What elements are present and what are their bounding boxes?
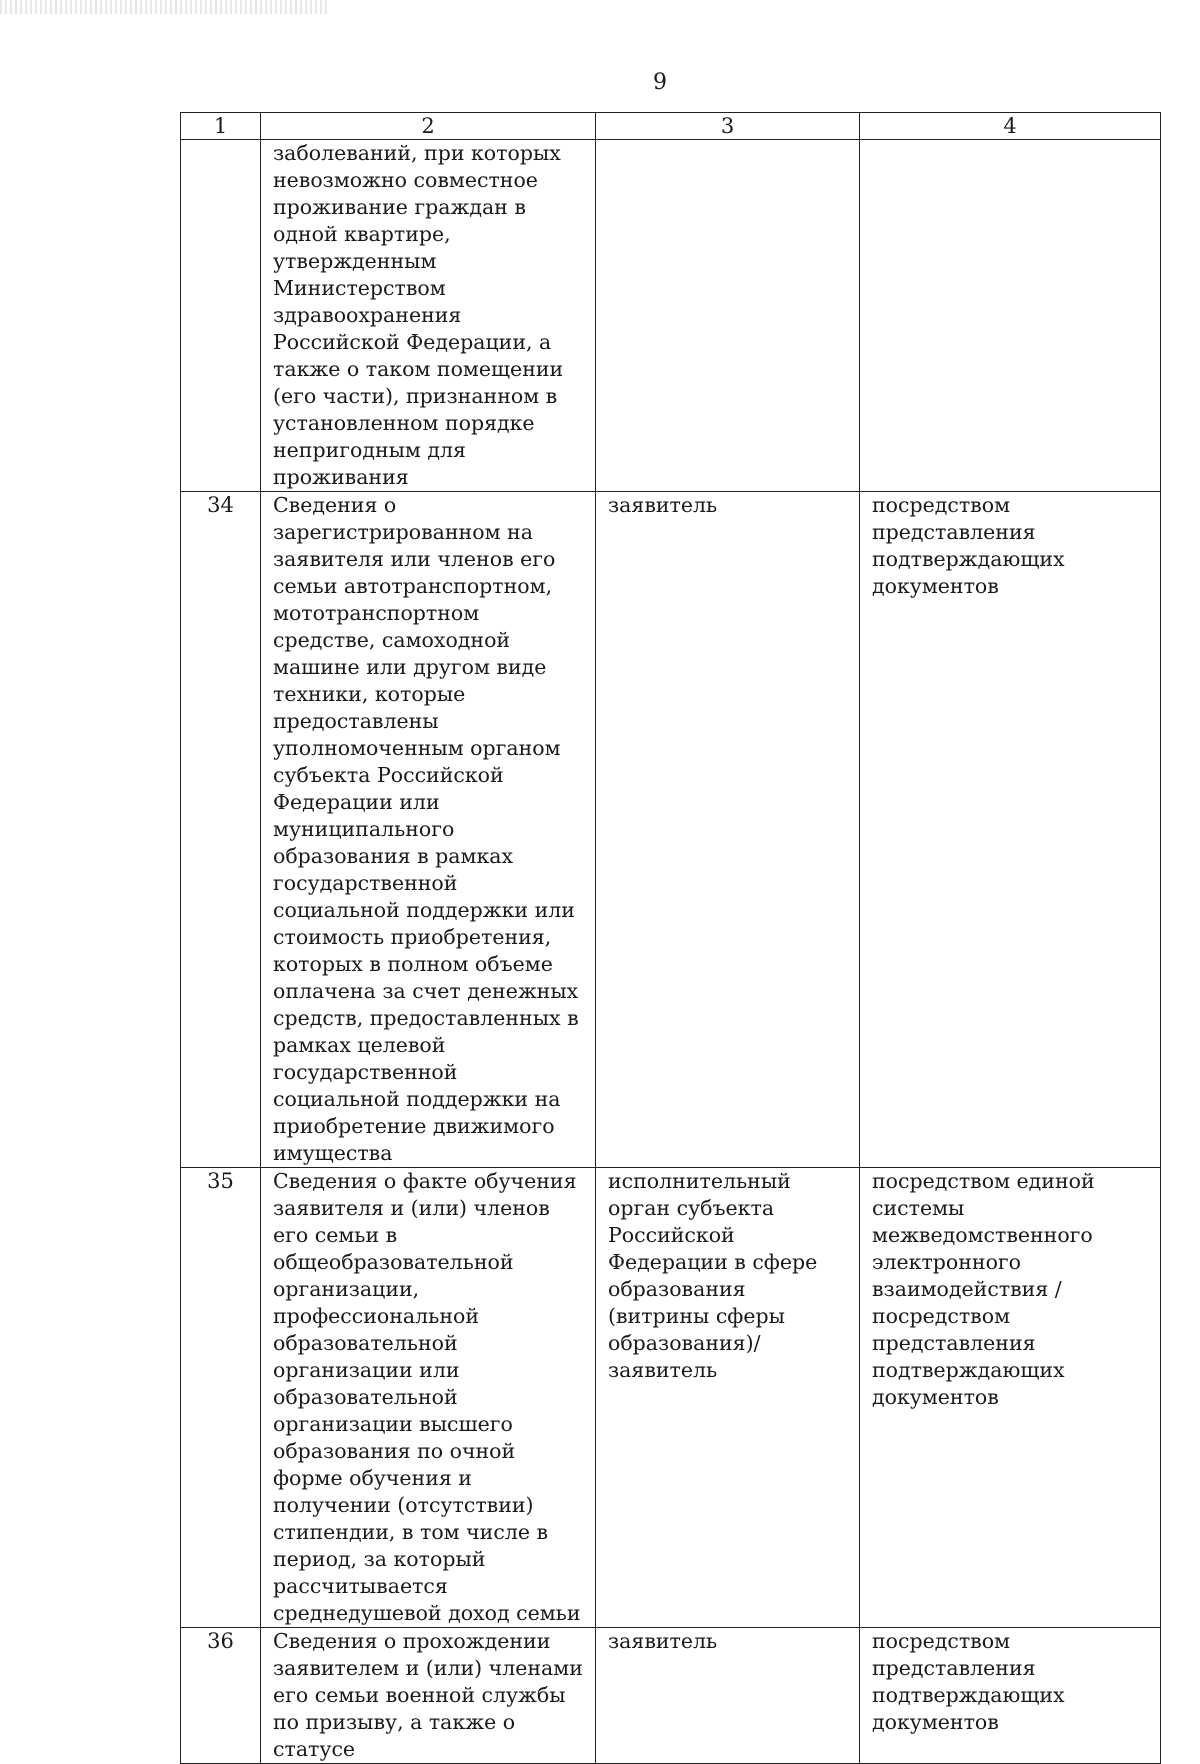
- row-source-text: заявитель: [608, 1629, 718, 1653]
- row-method-text: посредством представления подтверждающих документов: [872, 1629, 1065, 1734]
- row-description: [261, 1168, 596, 1628]
- row-method: [860, 1628, 1161, 1764]
- row-description-text: заболеваний, при которых невозможно совместное проживание граждан в одной квартире, утвержденным Министерством здравоохранения Российской Федерации, а также о таком помещении (его части), признанном в установленном порядке непригодным для проживания: [273, 141, 564, 489]
- column-header-3: 3: [596, 113, 860, 140]
- column-header-4: 4: [860, 113, 1161, 140]
- row-source-text: заявитель: [608, 493, 718, 517]
- column-header-1: 1: [181, 113, 261, 140]
- row-number: 36: [181, 1628, 261, 1764]
- page-number: 9: [653, 70, 667, 95]
- row-method: [860, 1168, 1161, 1628]
- row-method: [860, 492, 1161, 1168]
- document-table: [180, 112, 1161, 1764]
- row-number: 34: [181, 492, 261, 1168]
- row-source: [596, 1168, 860, 1628]
- row-number: [181, 140, 261, 492]
- row-method-text: посредством представления подтверждающих документов: [872, 493, 1065, 598]
- row-method: [860, 140, 1161, 492]
- row-source: [596, 140, 860, 492]
- row-description-text: Сведения о факте обучения заявителя и (или) членов его семьи в общеобразовательной организации, профессиональной образовательной организации или образовательной организации высшего образования по очной форме обучения и получении (отсутствии) стипендии, в том числе в период, за который рассчитывается среднедушевой доход семьи: [273, 1169, 581, 1625]
- row-source-text: исполнительный орган субъекта Российской Федерации в сфере образования (витрины сферы образования)/ заявитель: [608, 1169, 818, 1382]
- row-method-text: посредством единой системы межведомственного электронного взаимодействия / посредством представления подтверждающих документов: [872, 1169, 1095, 1409]
- row-source: [596, 1628, 860, 1764]
- row-description: [261, 1628, 596, 1764]
- row-source: [596, 492, 860, 1168]
- column-header-2: 2: [261, 113, 596, 140]
- row-description: [261, 492, 596, 1168]
- table-row: [181, 1628, 1161, 1764]
- scan-artifact: [0, 0, 330, 14]
- table-row: [181, 140, 1161, 492]
- row-description-text: Сведения о зарегистрированном на заявителя или членов его семьи автотранспортном, мототранспортном средстве, самоходной машине или другом виде техники, которые предоставлены уполномоченным органом субъекта Российской Федерации или муниципального образования в рамках государственной социальной поддержки или стоимость приобретения, которых в полном объеме оплачена за счет денежных средств, предоставленных в рамках целевой государственной социальной поддержки на приобретение движимого имущества: [273, 493, 579, 1165]
- table-row: [181, 492, 1161, 1168]
- row-description-text: Сведения о прохождении заявителем и (или) членами его семьи военной службы по призыву, а также о статусе: [273, 1629, 583, 1761]
- table-header-row: [181, 113, 1161, 140]
- table-row: [181, 1168, 1161, 1628]
- row-number: 35: [181, 1168, 261, 1628]
- row-description: [261, 140, 596, 492]
